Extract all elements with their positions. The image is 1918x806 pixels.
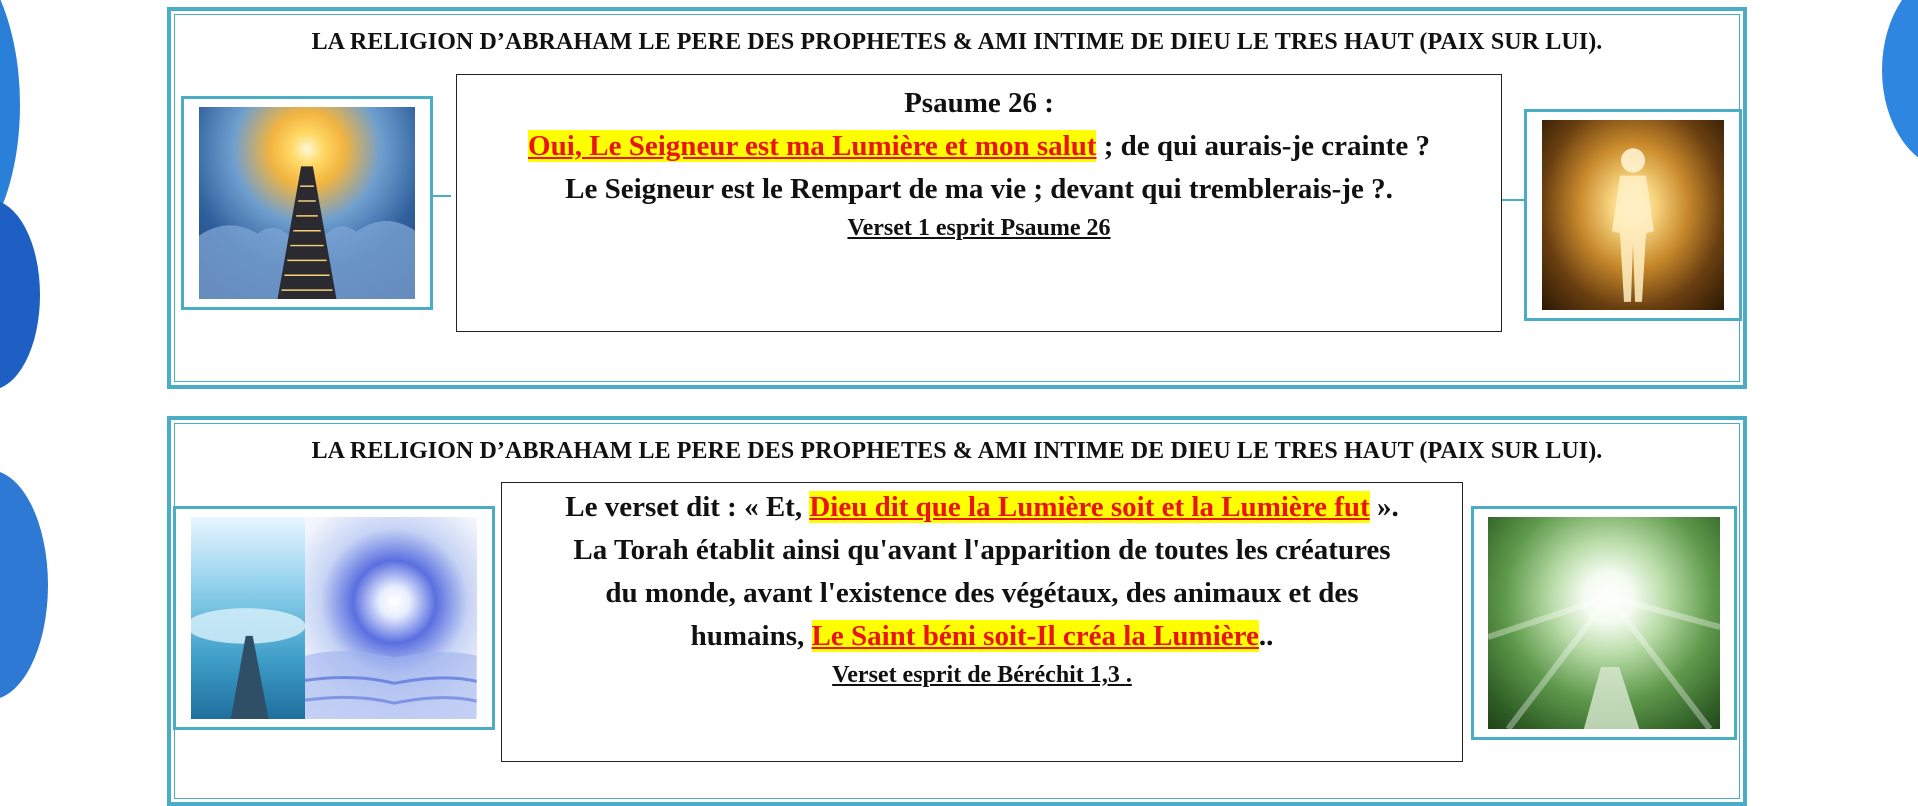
image-frame-light-figure: [1524, 109, 1742, 321]
highlighted-verse: Dieu dit que la Lumière soit et la Lumière fut: [809, 491, 1370, 523]
quote-line-2: Le Seigneur est le Rempart de ma vie ; devant qui tremblerais-je ?.: [565, 173, 1393, 205]
decor-blob-left-bottom: [0, 470, 48, 700]
cloud-stairway-image: [191, 517, 305, 719]
image-frame-stairway: [181, 96, 433, 310]
image-frame-clouds: [173, 506, 495, 730]
verse-reference: Verset 1 esprit Psaume 26: [847, 215, 1111, 241]
quote-box: [456, 74, 1502, 332]
decor-blob-left-mid: [0, 200, 40, 390]
panel-title: LA RELIGION D’ABRAHAM LE PERE DES PROPHETES & AMI INTIME DE DIEU LE TRES HAUT (PAIX SUR LUI).: [311, 29, 1603, 55]
decor-blob-right-top: [1882, 0, 1918, 170]
image-frame-forest-light: [1471, 506, 1737, 740]
quote-line-4: humains, Le Saint béni soit-Il créa la Lumière..: [690, 620, 1274, 652]
quote-line-1: Oui, Le Seigneur est ma Lumière et mon salut ; de qui aurais-je crainte ?: [528, 130, 1430, 162]
quote-panel-1: [167, 7, 1747, 389]
highlighted-phrase: Le Saint béni soit-Il créa la Lumière: [811, 620, 1259, 652]
connector-line: [1502, 199, 1524, 201]
quote-heading: Psaume 26 :: [904, 87, 1054, 119]
glowing-figure-image: [1542, 120, 1724, 310]
panel-title: LA RELIGION D’ABRAHAM LE PERE DES PROPHETES & AMI INTIME DE DIEU LE TRES HAUT (PAIX SUR LUI).: [311, 438, 1603, 464]
quote-line-3: du monde, avant l'existence des végétaux, des animaux et des: [605, 577, 1359, 609]
clouds-and-light-image: [191, 517, 477, 719]
quote-line-1: Le verset dit : « Et, Dieu dit que la Lumière soit et la Lumière fut ».: [565, 491, 1399, 523]
radiant-clouds-image: [305, 517, 477, 719]
quote-panel-2: [167, 416, 1747, 806]
forest-light-image: [1488, 517, 1720, 729]
stairway-to-heaven-image: [199, 107, 415, 299]
highlighted-verse: Oui, Le Seigneur est ma Lumière et mon salut: [528, 130, 1097, 162]
quote-line-2: La Torah établit ainsi qu'avant l'apparition de toutes les créatures: [573, 534, 1391, 566]
verse-reference: Verset esprit de Béréchit 1,3 .: [832, 662, 1132, 688]
connector-line: [433, 195, 451, 197]
quote-box: [501, 482, 1463, 762]
